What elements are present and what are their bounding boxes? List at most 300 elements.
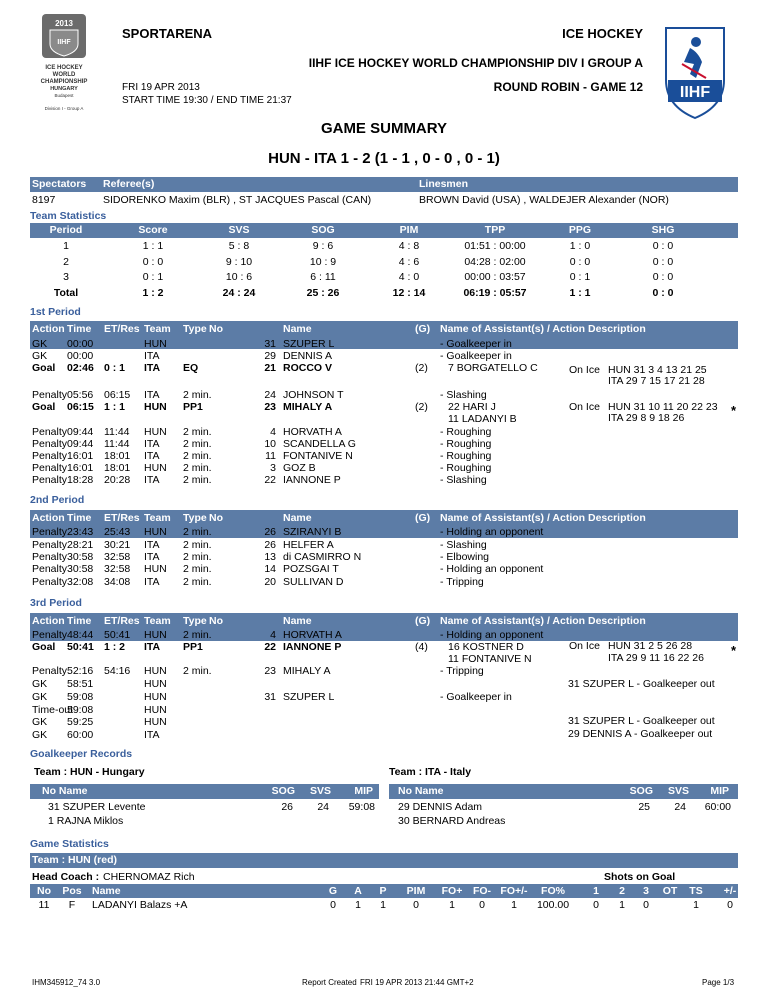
gs-cell: 0 [413,899,419,911]
gs-cell: 1 [380,899,386,911]
action-description: - Tripping [440,576,484,588]
period1-onice-hun-1: HUN 31 3 4 13 21 25 [608,364,707,376]
action-team: HUN [144,563,167,575]
gk-col-sog: SOG [271,785,295,797]
head-coach-label: Head Coach : [32,871,100,883]
action-time: 32:08 [67,576,94,588]
gs-cell: F [68,899,76,911]
action-player-name: ROCCO V [283,362,333,374]
col-time: Time [67,615,92,627]
action-kind: 2 min. [183,426,212,438]
gs-col-header: P [379,885,387,897]
action-player-no: 26 [264,526,276,538]
gk-sog: 25 [638,801,650,813]
gs-cell: 0 [643,899,649,911]
action-type: Penalty [32,629,68,641]
action-player-name: MIHALY A [283,401,333,413]
team-stats-cell: 1 : 1 [569,286,591,299]
action-time: 48:44 [67,629,94,641]
action-player-no: 10 [264,438,276,450]
linesmen-value: BROWN David (USA) , WALDEJER Alexander (NOR) [419,194,669,206]
action-description: - Tripping [440,665,484,677]
action-team: HUN [144,704,167,716]
action-type: Penalty [32,526,68,538]
team-stats-cell: 0 : 1 [569,271,591,283]
action-team: ITA [144,350,160,362]
gk-col-svs: SVS [309,785,331,797]
action-etres: 11:44 [104,426,130,438]
action-description: - Roughing [440,426,492,438]
gk-col-name: No Name [42,785,88,797]
action-description: - Roughing [440,450,492,462]
team-stats-cell: 4 : 0 [398,271,420,283]
action-description: 7 BORGATELLO C [448,362,538,374]
game-round: ROUND ROBIN - GAME 12 [493,80,643,94]
action-player-name: HORVATH A [283,629,342,641]
action-etres: 18:01 [104,450,131,462]
action-team: HUN [144,526,167,538]
action-description: - Holding an opponent [440,563,544,575]
action-kind: PP1 [183,641,203,653]
col-etres: ET/Res [104,615,140,627]
action-player-name: SULLIVAN D [283,576,344,588]
action-time: 09:44 [67,438,94,450]
team-stats-cell: 10 : 9 [309,255,337,268]
gs-col-header: FO% [541,885,565,897]
gk-player: 29 DENNIS Adam [398,801,483,813]
gk-col-mip: MIP [710,785,729,797]
action-description: 22 HARI J [448,401,496,413]
team-stats-cell: 1 : 1 [142,240,164,252]
action-description: 11 FONTANIVE N [448,653,532,665]
action-etres: 32:58 [104,563,131,575]
action-etres: 06:15 [104,389,131,401]
footer-page: Page 1/3 [702,978,735,987]
action-player-name: HORVATH A [283,426,342,438]
action-time: 59:25 [67,716,94,728]
action-type: Penalty [32,551,68,563]
gk-col-sog: SOG [629,785,653,797]
team-stats-header: PIM [399,224,419,236]
footer-report-id: IHM345912_74 3.0 [32,978,101,987]
gs-cell: 0 [330,899,336,911]
gs-cell: 1 [449,899,455,911]
action-time: 52:16 [67,665,94,677]
col-action: Action [32,615,65,627]
team-stats-cell: 1 : 2 [142,286,164,299]
action-type: Penalty [32,438,68,450]
action-time: 09:44 [67,426,94,438]
action-player-no: 26 [264,539,276,551]
action-player-no: 22 [264,641,276,653]
action-etres: 1 : 2 [104,641,126,653]
col-name: Name [283,323,312,335]
col-team: Team [144,512,171,524]
action-type: Penalty [32,450,68,462]
team-stats-cell: 0 : 0 [569,255,591,268]
action-type: GK [32,716,48,728]
action-type: GK [32,691,48,703]
gk-player: 30 BERNARD Andreas [398,815,506,827]
game-times: START TIME 19:30 / END TIME 21:37 [122,95,292,106]
team-stats-cell: 9 : 10 [225,255,253,268]
score-line: HUN - ITA 1 - 2 (1 - 1 , 0 - 0 , 0 - 1) [268,150,500,167]
action-goal-count: (4) [415,641,428,653]
svg-text:Division I - Group A: Division I - Group A [44,106,84,111]
col-desc: Name of Assistant(s) / Action Description [440,615,646,627]
action-kind: 2 min. [183,563,212,575]
team-stats-cell: 06:19 : 05:57 [463,286,527,299]
col-team: Team [144,323,171,335]
summary-title: GAME SUMMARY [320,120,448,137]
period1-onice-label-1: On Ice [569,364,600,376]
team-stats-cell: 6 : 11 [310,271,336,283]
team-stats-cell: 4 : 6 [398,255,420,268]
action-description: - Goalkeeper in [440,691,512,703]
action-time: 58:51 [67,678,94,690]
gs-col-header: A [354,885,362,897]
shots-on-goal-label: Shots on Goal [604,871,676,883]
action-kind: 2 min. [183,438,212,450]
gs-cell: 0 [479,899,485,911]
action-team: ITA [144,450,160,462]
action-time: 18:28 [67,474,94,486]
action-type: GK [32,338,48,350]
action-time: 02:46 [67,362,94,374]
action-team: HUN [144,678,167,690]
col-name: Name [283,512,312,524]
gs-col-header: OT [662,885,678,897]
action-time: 30:58 [67,563,94,575]
action-player-name: IANNONE P [283,474,341,486]
action-player-no: 23 [264,665,276,677]
action-player-no: 21 [264,362,276,374]
action-type: Goal [32,362,56,374]
team-stats-header: Score [138,224,168,236]
action-player-no: 3 [270,462,276,474]
gk-sog: 26 [281,801,293,813]
venue: SPORTARENA [122,26,213,41]
action-etres: 32:58 [104,551,131,563]
action-etres: 30:21 [104,539,131,551]
action-team: ITA [144,576,160,588]
col-type: Type [183,323,207,335]
team-stats-cell: 10 : 6 [225,271,253,283]
gk-col-name: No Name [398,785,444,797]
team-stats-cell: 0 : 0 [652,271,674,283]
team-stats-header: SHG [651,224,675,236]
action-player-no: 24 [264,389,276,401]
action-kind: 2 min. [183,576,212,588]
period1-onice-ita-2: ITA 29 8 9 18 26 [608,412,685,424]
gk-player: 1 RAJNA Miklos [48,815,124,827]
team-stats-cell: 12 : 14 [392,286,426,299]
action-kind: 2 min. [183,462,212,474]
col-no: No [209,615,223,627]
period3-onice-ita: ITA 29 9 11 16 22 26 [608,652,704,664]
action-team: HUN [144,629,167,641]
gk-col-mip: MIP [354,785,373,797]
goalkeeper-records-title: Goalkeeper Records [30,748,133,760]
action-time: 05:56 [67,389,94,401]
svg-text:Budapest: Budapest [54,93,74,98]
gs-col-header: 1 [593,885,599,897]
period3-gk-out-1: 31 SZUPER L - Goalkeeper out [568,678,715,690]
team-stats-cell: 04:28 : 02:00 [464,255,526,268]
gk-mip: 59:08 [348,801,375,813]
action-kind: 2 min. [183,629,212,641]
action-team: ITA [144,474,160,486]
action-description: - Roughing [440,438,492,450]
action-kind: 2 min. [183,450,212,462]
gs-cell: 1 [511,899,517,911]
gs-col-header: G [328,885,338,897]
gs-cell: 0 [727,899,733,911]
gk-svs: 24 [317,801,329,813]
svg-text:CHAMPIONSHIP: CHAMPIONSHIP [40,79,88,85]
col-etres: ET/Res [104,512,140,524]
gs-cell: 1 [619,899,625,911]
team-stats-cell: 0 : 1 [142,271,164,283]
col-time: Time [67,323,92,335]
championship-logo [28,14,100,118]
gs-col-header: 3 [643,885,649,897]
team-stats-cell: 2 [63,255,69,268]
action-time: 50:41 [67,641,94,653]
col-action: Action [32,323,65,335]
action-player-name: FONTANIVE N [283,450,353,462]
period3-onice-hun: HUN 31 2 5 26 28 [608,640,693,652]
team-stats-header: PPG [568,224,592,236]
team-stats-cell: 0 : 0 [142,255,164,268]
action-kind: 2 min. [183,389,212,401]
logo-year: 2013 [55,19,73,28]
period3-onice-label: On Ice [569,640,600,652]
gs-col-header: PIM [406,885,426,897]
gs-col-header: Name [92,885,121,897]
action-time: 28:21 [67,539,94,551]
svg-text:IIHF: IIHF [57,39,71,46]
game-date: FRI 19 APR 2013 [122,82,200,93]
action-player-name: SCANDELLA G [283,438,356,450]
action-player-no: 31 [264,691,276,703]
spectators-value: 8197 [32,194,56,206]
action-description: - Goalkeeper in [440,338,512,350]
sport: ICE HOCKEY [562,26,643,41]
action-player-name: SZUPER L [283,338,335,350]
action-player-name: IANNONE P [283,641,342,653]
game-stats-title: Game Statistics [30,838,109,850]
game-stats-team-label: Team : HUN (red) [32,854,117,866]
action-etres: 54:16 [104,665,131,677]
team-stats-header: Period [49,224,83,236]
action-team: ITA [144,438,160,450]
action-player-no: 4 [270,629,276,641]
action-player-name: DENNIS A [283,350,333,362]
col-type: Type [183,512,207,524]
action-etres: 34:08 [104,576,131,588]
col-action: Action [32,512,65,524]
referee-label: Referee(s) [103,178,155,190]
action-time: 30:58 [67,551,94,563]
action-etres: 1 : 1 [104,401,126,413]
action-player-name: JOHNSON T [283,389,344,401]
period1-onice-ita-1: ITA 29 7 15 17 21 28 [608,375,705,387]
col-desc: Name of Assistant(s) / Action Description [440,323,646,335]
period3-star: * [731,643,737,658]
action-team: ITA [144,729,160,741]
referees-value: SIDORENKO Maxim (BLR) , ST JACQUES Pascal (CAN) [103,194,372,206]
gs-col-header: Pos [62,885,82,897]
action-team: ITA [144,362,161,374]
action-player-name: MIHALY A [283,665,331,677]
action-description: - Slashing [440,474,487,486]
action-time: 23:43 [67,526,94,538]
col-time: Time [67,512,92,524]
action-type: Penalty [32,665,68,677]
action-player-no: 14 [264,563,276,575]
team-stats-header: SOG [311,224,335,236]
action-team: HUN [144,716,167,728]
gs-col-header: FO+/- [500,885,528,897]
action-kind: 2 min. [183,526,212,538]
action-player-name: POZSGAI T [283,563,339,575]
action-player-no: 20 [264,576,276,588]
action-description: - Slashing [440,389,487,401]
action-time: 59:08 [67,704,94,716]
team-stats-cell: 5 : 8 [228,240,250,252]
col-no: No [209,512,223,524]
gk-team-ita: Team : ITA - Italy [389,766,472,778]
action-etres: 50:41 [104,629,131,641]
action-etres: 18:01 [104,462,131,474]
gs-cell: LADANYI Balazs +A [92,899,188,911]
action-time: 16:01 [67,450,94,462]
action-type: Penalty [32,563,68,575]
svg-text:HUNGARY: HUNGARY [50,86,78,92]
action-kind: 2 min. [183,665,212,677]
action-time: 00:00 [67,338,94,350]
col-no: No [209,323,223,335]
action-team: HUN [144,426,167,438]
team-stats-cell: 0 : 0 [652,286,674,299]
period1-onice-hun-2: HUN 31 10 11 20 22 23 [608,401,718,413]
action-kind: EQ [183,362,199,374]
action-player-name: HELFER A [283,539,334,551]
col-name: Name [283,615,312,627]
action-player-no: 31 [264,338,276,350]
spectators-label: Spectators [32,178,87,190]
team-stats-cell: 4 : 8 [398,240,420,252]
action-team: ITA [144,539,160,551]
linesmen-label: Linesmen [419,178,469,190]
footer-created-label: Report Created [302,978,357,987]
team-stats-title: Team Statistics [30,210,107,222]
action-team: HUN [144,665,167,677]
action-time: 59:08 [67,691,94,703]
gs-col-header: No [37,885,51,897]
action-type: Penalty [32,389,68,401]
col-type: Type [183,615,207,627]
action-description: - Holding an opponent [440,526,544,538]
team-stats-cell: 25 : 26 [306,286,340,299]
action-player-no: 29 [264,350,276,362]
action-type: Time-out [32,704,74,716]
team-stats-cell: 1 : 0 [569,240,591,252]
action-type: Penalty [32,462,68,474]
action-type: Penalty [32,426,68,438]
gs-cell: 1 [693,899,699,911]
gs-col-header: TS [689,885,703,897]
head-coach-name: CHERNOMAZ Rich [103,871,195,883]
gs-cell: 0 [593,899,599,911]
action-etres: 25:43 [104,526,131,538]
action-team: ITA [144,551,160,563]
period2-title: 2nd Period [30,494,85,506]
action-type: GK [32,729,48,741]
action-player-name: SZIRANYI B [283,526,342,538]
col-g: (G) [415,323,431,335]
action-type: GK [32,350,48,362]
col-team: Team [144,615,171,627]
action-team: HUN [144,338,167,350]
action-time: 06:15 [67,401,94,413]
period1-star: * [731,403,737,418]
team-stats-cell: 0 : 0 [652,255,674,268]
gs-cell: 100.00 [536,899,570,911]
team-stats-cell: 24 : 24 [222,286,256,299]
action-team: HUN [144,401,167,413]
gk-col-svs: SVS [667,785,689,797]
action-kind: 2 min. [183,474,212,486]
action-etres: 0 : 1 [104,362,126,374]
action-team: ITA [144,641,161,653]
action-description: - Slashing [440,539,487,551]
action-player-name: GOZ B [283,462,316,474]
action-description: 16 KOSTNER D [448,641,524,653]
period3-title: 3rd Period [30,597,82,609]
action-description: 11 LADANYI B [448,413,517,425]
action-player-no: 4 [270,426,276,438]
action-description: - Holding an opponent [440,629,544,641]
action-goal-count: (2) [415,362,428,374]
action-player-no: 22 [264,474,276,486]
svg-text:ICE HOCKEY: ICE HOCKEY [45,65,83,71]
team-stats-cell: 1 [63,240,69,252]
team-stats-header: TPP [484,224,506,236]
gk-svs: 24 [674,801,686,813]
action-player-name: di CASMIRRO N [283,551,362,563]
period3-gk-out-3: 29 DENNIS A - Goalkeeper out [568,728,713,740]
action-player-no: 11 [265,450,276,462]
col-g: (G) [415,512,431,524]
gs-col-header: FO- [472,885,492,897]
action-player-name: SZUPER L [283,691,335,703]
gs-col-header: 2 [619,885,625,897]
team-stats-cell: 00:00 : 03:57 [464,271,526,283]
gs-cell: 11 [38,899,50,911]
action-type: Penalty [32,539,68,551]
team-stats-cell: 01:51 : 00:00 [464,240,526,252]
game-stats-team-bar [30,853,738,868]
action-team: HUN [144,462,167,474]
action-team: ITA [144,389,160,401]
footer-created-date: FRI 19 APR 2013 21:44 GMT+2 [360,978,474,987]
action-type: GK [32,678,48,690]
svg-text:WORLD: WORLD [52,72,76,78]
action-type: Penalty [32,474,68,486]
gs-col-header: +/- [723,885,737,897]
